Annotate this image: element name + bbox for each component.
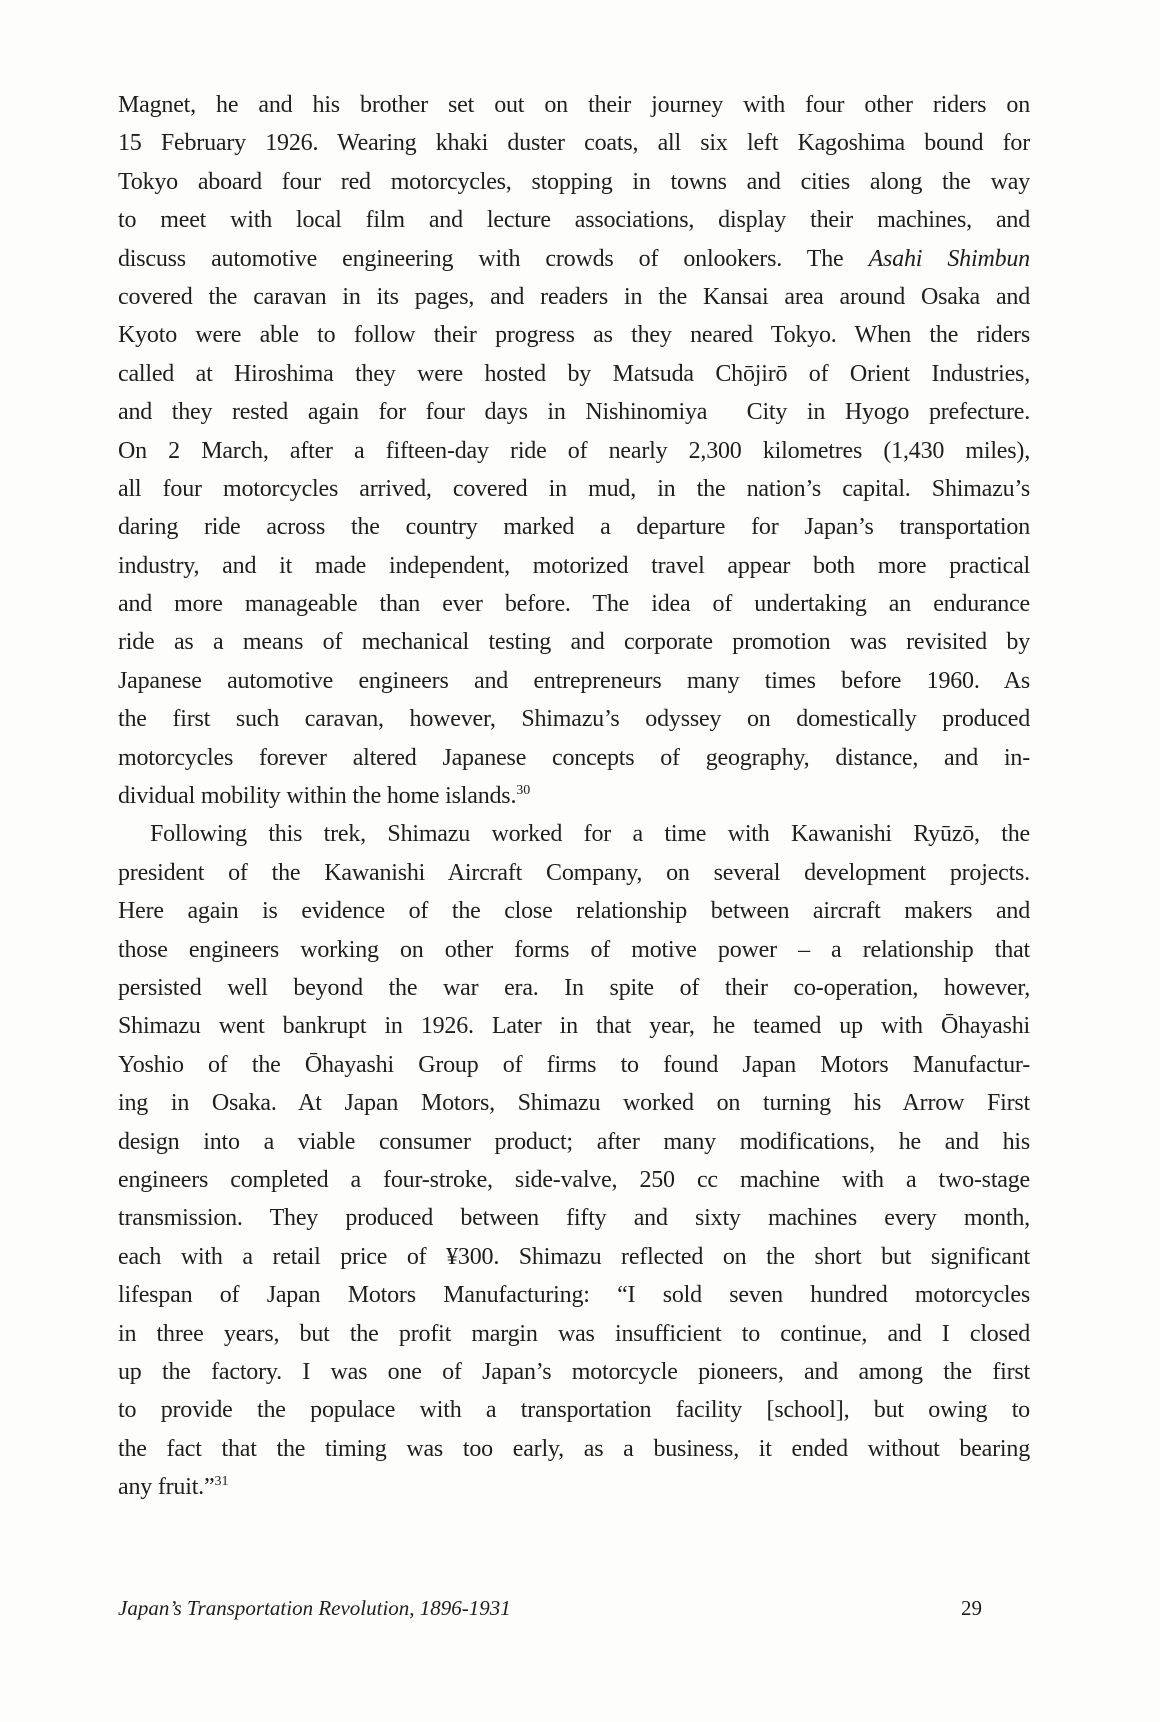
text-line: Yoshio of the Ōhayashi Group of firms to found Japan Motors Manufactur-	[118, 1051, 1030, 1078]
text-line: Tokyo aboard four red motorcycles, stopping in towns and cities along the way	[118, 168, 1030, 195]
text-line: and they rested again for four days in Nishinomiya City in Hyogo prefecture.	[118, 399, 1030, 426]
text-line: the first such caravan, however, Shimazu’s odyssey on domestically produced	[118, 706, 1030, 733]
text-line: in three years, but the profit margin was insufficient to continue, and I closed	[118, 1320, 1030, 1347]
running-title: Japan’s Transportation Revolution, 1896-1931	[118, 1596, 511, 1620]
text-line: engineers completed a four-stroke, side-valve, 250 cc machine with a two-stage	[118, 1166, 1030, 1193]
text-line: On 2 March, after a fifteen-day ride of nearly 2,300 kilometres (1,430 miles),	[118, 437, 1030, 464]
text-line: transmission. They produced between fifty and sixty machines every month,	[118, 1205, 1030, 1232]
text-run: any fruit.”	[118, 1474, 215, 1501]
text-line: those engineers working on other forms of motive power – a relationship that	[118, 936, 1030, 963]
text-line: Magnet, he and his brother set out on their journey with four other riders on	[118, 92, 1030, 118]
text-line: lifespan of Japan Motors Manufacturing: “I sold seven hundred motorcycles	[118, 1282, 1030, 1309]
text-line	[118, 240, 1030, 278]
page-footer	[118, 1594, 1030, 1622]
text-line: daring ride across the country marked a departure for Japan’s transportation	[118, 514, 1030, 541]
page-number: 29	[961, 1596, 982, 1620]
text-line: ing in Osaka. At Japan Motors, Shimazu worked on turning his Arrow First	[118, 1090, 1030, 1117]
footnote-reference-31: 31	[214, 1474, 229, 1490]
text-line: motorcycles forever altered Japanese concepts of geography, distance, and in-	[118, 744, 1030, 771]
text-line: covered the caravan in its pages, and readers in the Kansai area around Osaka and	[118, 283, 1030, 310]
text-line	[118, 1468, 1030, 1506]
italic-title-run: Asahi Shimbun	[868, 245, 1030, 272]
text-line: 15 February 1926. Wearing khaki duster coats, all six left Kagoshima bound for	[118, 130, 1030, 157]
text-line: to meet with local film and lecture associations, display their machines, and	[118, 207, 1030, 234]
text-line: Here again is evidence of the close relationship between aircraft makers and	[118, 898, 1030, 925]
text-run: dividual mobility within the home islands.	[118, 783, 517, 810]
footnote-reference-30: 30	[516, 783, 531, 799]
text-line: the fact that the timing was too early, as a business, it ended without bearing	[118, 1435, 1030, 1462]
text-line: industry, and it made independent, motorized travel appear both more practical	[118, 552, 1030, 579]
text-line: and more manageable than ever before. The idea of undertaking an endurance	[118, 591, 1030, 618]
text-line	[118, 777, 1030, 815]
text-line: all four motorcycles arrived, covered in mud, in the nation’s capital. Shimazu’s	[118, 475, 1030, 502]
text-line: Shimazu went bankrupt in 1926. Later in that year, he teamed up with Ōhayashi	[118, 1013, 1030, 1040]
paragraph-2	[118, 815, 1030, 1506]
text-line: ride as a means of mechanical testing and corporate promotion was revisited by	[118, 629, 1030, 656]
text-line: Kyoto were able to follow their progress as they neared Tokyo. When the riders	[118, 322, 1030, 349]
text-line: design into a viable consumer product; after many modifications, he and his	[118, 1128, 1030, 1155]
paragraph-1	[118, 86, 1030, 815]
text-line: president of the Kawanishi Aircraft Company, on several development projects.	[118, 859, 1030, 886]
text-line: each with a retail price of ¥300. Shimazu reflected on the short but significant	[118, 1243, 1030, 1270]
text-line: Japanese automotive engineers and entrepreneurs many times before 1960. As	[118, 667, 1030, 694]
text-line: to provide the populace with a transportation facility [school], but owing to	[118, 1397, 1030, 1424]
text-line: Following this trek, Shimazu worked for a time with Kawanishi Ryūzō, the	[150, 821, 1030, 848]
body-text	[118, 86, 1030, 1506]
text-run: discuss automotive engineering with crowds of onlookers. The	[118, 245, 869, 272]
text-line: persisted well beyond the war era. In spite of their co-operation, however,	[118, 974, 1030, 1001]
text-line: up the factory. I was one of Japan’s motorcycle pioneers, and among the first	[118, 1358, 1030, 1385]
text-line: called at Hiroshima they were hosted by Matsuda Chōjirō of Orient Industries,	[118, 360, 1030, 387]
